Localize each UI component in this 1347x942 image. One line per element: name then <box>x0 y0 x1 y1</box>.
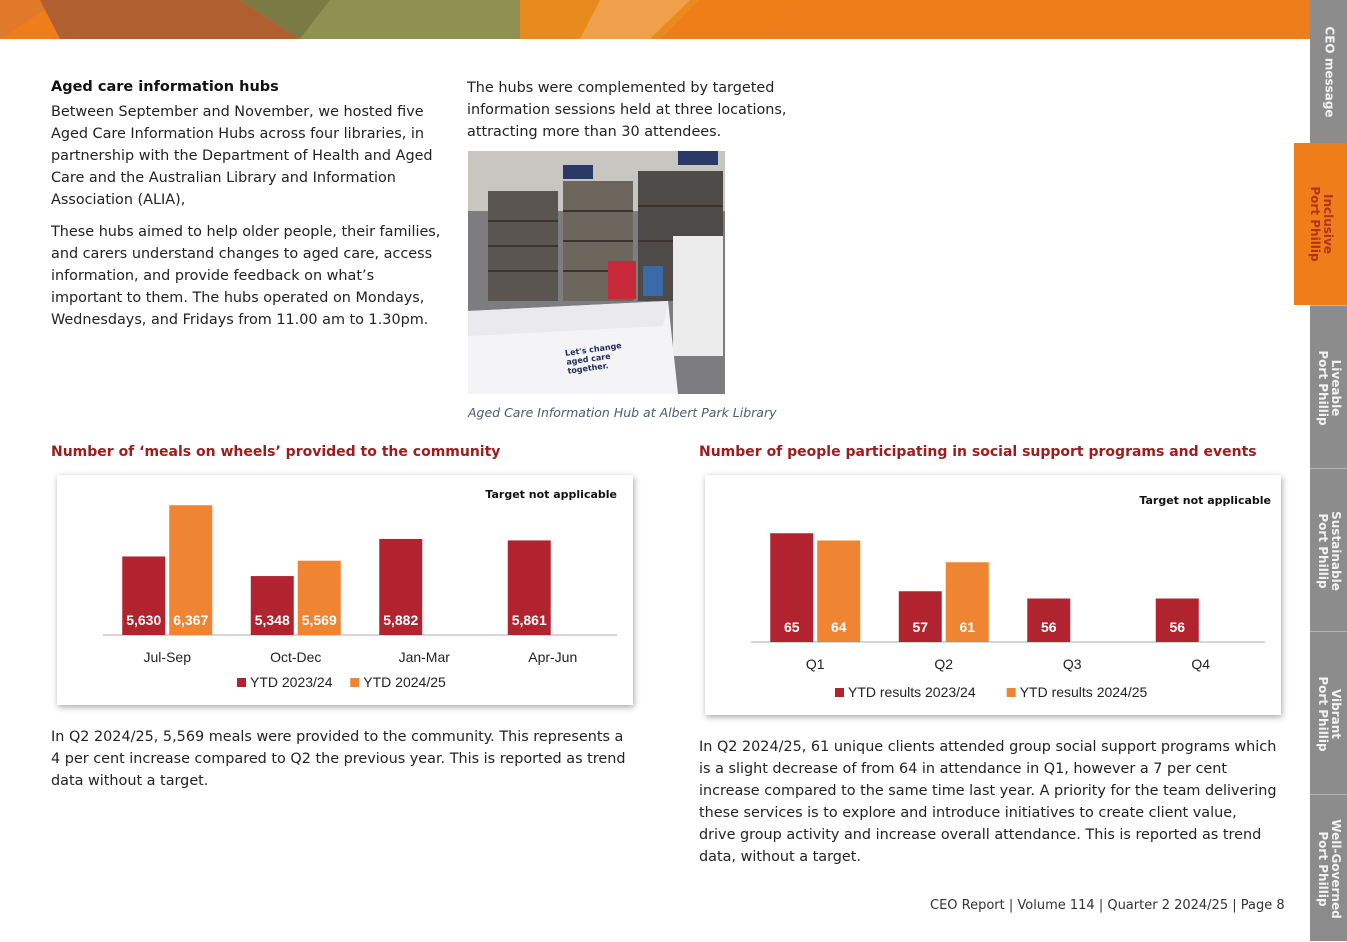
side-navigation <box>1307 0 1347 941</box>
legend-swatch <box>1007 688 1016 697</box>
bar-value-label: 57 <box>912 619 929 635</box>
header-banner <box>0 0 1310 39</box>
bar-value-label: 56 <box>1040 619 1057 635</box>
meals-chart <box>57 475 633 705</box>
hubs-paragraph-3: The hubs were complemented by targeted information sessions held at three locations, attracting more than 30 attendees. <box>467 80 787 140</box>
side-tab-well-governed[interactable] <box>1310 794 1347 942</box>
bar-value-label: 5,861 <box>511 612 547 628</box>
side-tab-liveable[interactable] <box>1310 305 1347 469</box>
side-tab-label: Sustainable Port Phillip <box>1315 510 1343 591</box>
meals-paragraph: In Q2 2024/25, 5,569 meals were provided to the community. This represents a 4 per cent increase compared to Q2 the previous year. This is reported as trend data without a target. <box>51 729 626 789</box>
hubs-paragraph-2: These hubs aimed to help older people, their families, and carers understand changes to aged care, access information, and provide feedback on what’s important to them. The hubs operated on Mondays, Wednesdays, and Fridays from 11.00 am to 1.30pm. <box>51 224 441 328</box>
photo-caption: Aged Care Information Hub at Albert Park Library <box>468 405 777 420</box>
side-tab-sustainable[interactable] <box>1310 468 1347 632</box>
social-paragraph: In Q2 2024/25, 61 unique clients attended group social support programs which is a slight decrease of from 64 in attendance in Q1, however a 7 per cent increase compared to the same time last year. A priority for the team delivering these services is to explore and introduce initiatives to create client value, drive group activity and increase overall attendance. This is reported as trend data, without a target. <box>699 739 1277 865</box>
legend-swatch <box>237 678 246 687</box>
social-chart-plot <box>705 475 1281 715</box>
legend-label: YTD results 2024/25 <box>1019 684 1148 700</box>
legend-label: YTD 2023/24 <box>250 674 333 690</box>
side-tab-label: Vibrant Port Phillip <box>1315 675 1343 752</box>
hubs-section <box>51 77 446 341</box>
bar-value-label: 5,348 <box>254 612 290 628</box>
bar-value-label: 64 <box>830 619 847 635</box>
x-tick-label: Q4 <box>1191 656 1211 672</box>
side-tab-ceo-message[interactable] <box>1310 0 1347 143</box>
x-tick-label: Q1 <box>805 656 825 672</box>
bar-value-label: 65 <box>783 619 800 635</box>
hub-photo <box>468 151 725 394</box>
x-tick-label: Jul-Sep <box>143 649 191 665</box>
x-tick-label: Apr-Jun <box>528 649 578 665</box>
hubs-sessions <box>467 77 802 143</box>
bar-value-label: 5,569 <box>301 612 337 628</box>
x-tick-label: Q2 <box>934 656 954 672</box>
bar-value-label: 6,367 <box>173 612 209 628</box>
banner-graphic <box>0 0 1310 39</box>
section-heading: Aged care information hubs <box>51 79 279 95</box>
legend-swatch <box>835 688 844 697</box>
meals-chart-title: Number of ‘meals on wheels’ provided to the community <box>51 444 501 460</box>
x-tick-label: Jan-Mar <box>398 649 450 665</box>
photo-banner-text: Let's change aged care together. <box>564 341 623 376</box>
side-tab-inclusive[interactable] <box>1294 143 1347 305</box>
side-tab-label: Liveable Port Phillip <box>1315 349 1343 426</box>
social-target-note: Target not applicable <box>1139 494 1271 507</box>
hubs-paragraph-1: Between September and November, we hosted five Aged Care Information Hubs across four libraries, in partnership with the Department of Health and Aged Care and the Australian Library and Information Association (ALIA), <box>51 104 433 208</box>
social-chart <box>705 475 1281 715</box>
bar-value-label: 5,630 <box>126 612 162 628</box>
page-footer: CEO Report | Volume 114 | Quarter 2 2024/25 | Page 8 <box>930 898 1285 913</box>
side-tab-label: Well-Governed Port Phillip <box>1315 818 1343 919</box>
legend-label: YTD results 2023/24 <box>848 684 976 700</box>
bar-value-label: 5,882 <box>383 612 419 628</box>
side-tab-label: Inclusive Port Phillip <box>1307 186 1335 262</box>
legend-swatch <box>350 678 359 687</box>
meals-description <box>51 726 626 792</box>
meals-chart-plot <box>57 475 633 705</box>
social-description <box>699 736 1277 868</box>
side-tab-vibrant[interactable] <box>1310 631 1347 795</box>
bar-value-label: 56 <box>1169 619 1186 635</box>
bar-value-label: 61 <box>959 619 976 635</box>
legend-label: YTD 2024/25 <box>363 674 446 690</box>
meals-target-note: Target not applicable <box>485 488 617 501</box>
side-tab-label: CEO message <box>1322 25 1336 118</box>
x-tick-label: Oct-Dec <box>270 649 322 665</box>
x-tick-label: Q3 <box>1062 656 1082 672</box>
social-chart-title: Number of people participating in social support programs and events <box>699 444 1257 460</box>
